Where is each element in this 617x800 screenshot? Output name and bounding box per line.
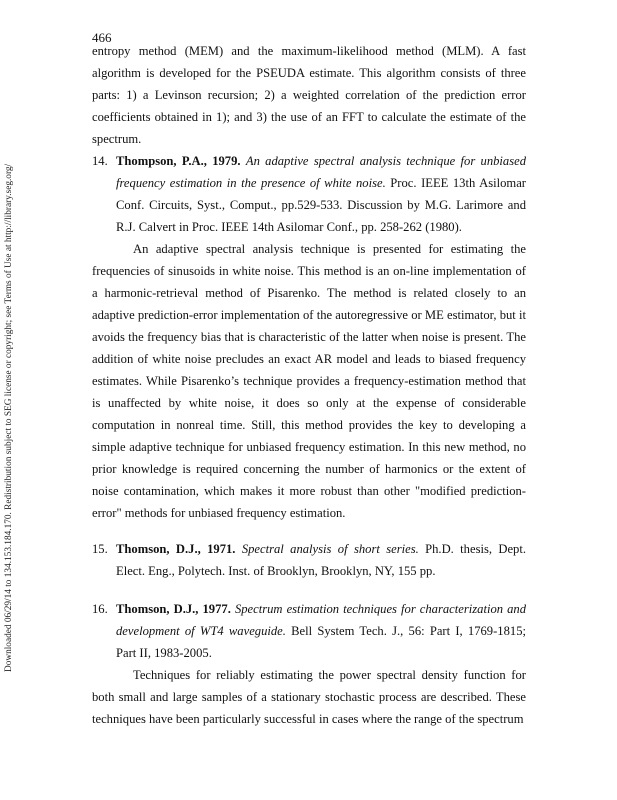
- reference-source: Bell System Tech. J., 56: Part I, 1769-1815; Part II, 1983-2005.: [116, 624, 526, 660]
- reference-14: [92, 150, 526, 524]
- page-number: 466: [92, 30, 112, 45]
- intro-paragraph: entropy method (MEM) and the maximum-likelihood method (MLM). A fast algorithm is developed for the PSEUDA estimate. This algorithm consists of three parts: 1) a Levinson recursion; 2) a weighted correlation of the prediction error coefficients obtained in 1); and 3) the use of an FFT to calculate the estimate of the spectrum.: [92, 44, 526, 146]
- reference-author: Thomson, D.J., 1977.: [116, 602, 231, 616]
- reference-author: Thompson, P.A., 1979.: [116, 154, 241, 168]
- reference-source: Ph.D. thesis, Dept. Elect. Eng., Polytech. Inst. of Brooklyn, Brooklyn, NY, 155 pp.: [116, 542, 527, 578]
- reference-title: Spectrum estimation techniques for characterization and development of WT4 waveguide.: [116, 602, 526, 638]
- download-notice: Downloaded 06/29/14 to 134.153.184.170. Redistribution subject to SEG license or copyright; see Terms of Use at http://library.seg.org/: [4, 163, 14, 672]
- reference-title: Spectral analysis of short series.: [241, 542, 419, 556]
- reference-source: Proc. IEEE 13th Asilomar Conf. Circuits, Syst., Comput., pp.529-533. Discussion by M.G. Larimore and R.J. Calvert in Proc. IEEE 14th Asilomar Conf., pp. 258-262 (1980).: [116, 176, 526, 234]
- reference-abstract: An adaptive spectral analysis technique is presented for estimating the frequencies of sinusoids in white noise. This method is an on-line implementation of a harmonic-retrieval method of Pisarenko. The method is related closely to an adaptive prediction-error implementation of the autoregressive or ME estimator, but it avoids the frequency bias that is characteristic of the latter when noise is present. The addition of white noise precludes an exact AR model and leads to biased frequency estimates. While Pisarenko’s technique provides a frequency-estimation method that is unaffected by white noise, it does so only at the expense of considerable computation in nonreal time. Still, this method provides the key to developing a simple adaptive technique for unbiased frequency estimation. In this new method, no prior knowledge is required concerning the number of harmonics or the extent of noise contamination, which makes it more robust than other "modified prediction-error" methods for unbiased frequency estimation.: [92, 242, 526, 520]
- reference-number: 15.: [92, 542, 108, 556]
- reference-number: 16.: [92, 602, 108, 616]
- reference-title: An adaptive spectral analysis technique for unbiased frequency estimation in the presence of white noise.: [116, 154, 526, 190]
- reference-author: Thomson, D.J., 1971.: [116, 542, 236, 556]
- reference-number: 14.: [92, 154, 108, 168]
- reference-abstract: Techniques for reliably estimating the power spectral density function for both small and large samples of a stationary stochastic process are described. These techniques have been particularly successful in cases where the range of the spectrum: [92, 668, 526, 726]
- reference-15: [92, 538, 526, 582]
- reference-16: [92, 598, 526, 730]
- intro-paragraph-block: [92, 40, 526, 150]
